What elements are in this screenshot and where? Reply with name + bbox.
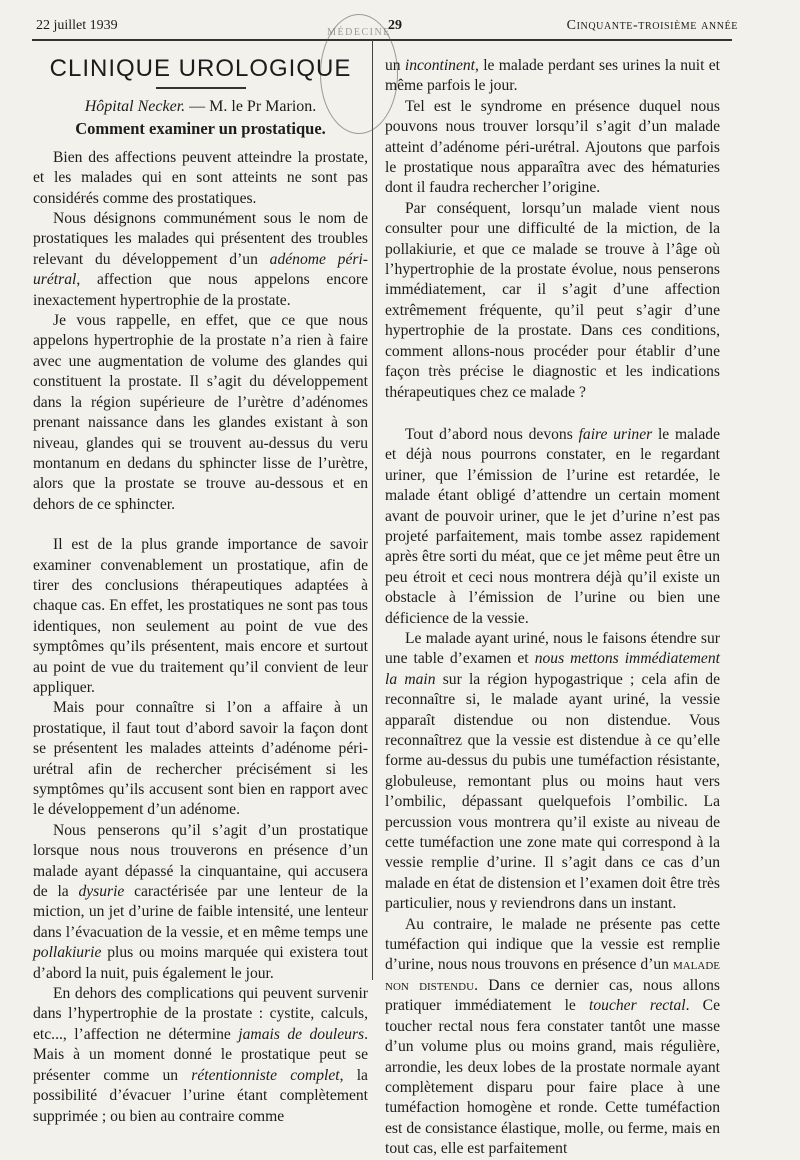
- paragraph: Tout d’abord nous devons faire uriner le malade et déjà nous pourrons constater, en le regardant uriner, que l’émission de l’urine est retardée, le malade étant obligé d’attendre un certain moment avant de pouvoir uriner, que le jet d’urine n’est pas projeté parfaitement, mais tombe assez rapidement après être sorti du méat, que ce jet même peut être un peu étroit et ceci nous montrera déjà qu’il existe un obstacle à l’émission de l’urine ou bien une déficience de la vessie.: [385, 425, 720, 627]
- section-title: CLINIQUE UROLOGIQUE: [49, 55, 352, 82]
- hospital-name: Hôpital Necker.: [84, 98, 186, 115]
- paragraph: Bien des affections peuvent atteindre la prostate, et les malades qui en sont atteints ne sont pas considérés comme des prostatiques.: [33, 148, 368, 207]
- paragraph: Je vous rappelle, en effet, que ce que nous appelons hypertrophie de la prostate n’a rien à faire avec une augmentation de volume des glandes qui constituent la prostate. Il s’agit du développement dans la région supérieure de l’urètre d’adénomes prenant naissance dans les glandes existant à son niveau, glandes qui se trouvent au-dessus du veru montanum en dedans du sphincter lisse de l’urètre, alors que la prostate se trouve au-dessous et en dehors de ce sphincter.: [33, 312, 368, 513]
- paragraph: Par conséquent, lorsqu’un malade vient nous consulter pour une difficulté de la miction, de la pollakiurie, et que ce malade se trouve à l’âge où l’hypertrophie de la prostate évolue, nous penserons immédiatement, car il s’agit d’une affection extrêmement fréquente, qu’il peut s’agir d’une hypertrophie de la prostate. Dans ces conditions, comment allons-nous procéder pour établir d’une façon très précise le diagnostic et les indications thérapeutiques chez ce malade ?: [385, 199, 720, 401]
- stamp-text: MÉDECINE: [327, 27, 391, 38]
- paragraph: Nous désignons communément sous le nom de prostatiques les malades qui présentent des troubles relevant du développement d’un adénome péri-urétral, affection que nous appelons encore inexactement hypertrophie de la prostate.: [33, 210, 368, 309]
- paragraph: un incontinent, le malade perdant ses urines la nuit et même parfois le jour.: [385, 57, 720, 95]
- paragraph: Le malade ayant uriné, nous le faisons étendre sur une table d’examen et nous mettons immédiatement la main sur la région hypogastrique ; cela afin de reconnaître si, le malade ayant uriné, la vessie apparaît distendue ou non distendue. Vous reconnaîtrez que la vessie est distendue à ce qu’elle forme au-dessus du pubis une tuméfaction résistante, globuleuse, remontant plus ou moins haut vers l’ombilic, dépassant quelquefois l’ombilic. La percussion vous montrera qu’il existe au niveau de cette tuméfaction une zone mate qui correspond à la vessie remplie d’urine. Il s’agit dans ce cas d’un malade en état de distension et l’examen doit être très particulier, nous y reviendrons dans un instant.: [385, 629, 720, 913]
- column-divider: [372, 40, 373, 980]
- paragraph: Nous penserons qu’il s’agit d’un prostatique lorsque nous nous trouverons en présence d’un malade ayant dépassé la cinquantaine, qui accusera de la dysurie caractérisée par une lenteur de la miction, un jet d’urine de faible intensité, une lenteur dans l’évacuation de la vessie, et en même temps une pollakiurie plus ou moins marquée qui existera tout d’abord la nuit, puis également le jour.: [33, 821, 368, 982]
- author-name: — M. le Pr Marion.: [189, 98, 317, 115]
- paragraph: Tel est le syndrome en présence duquel nous pouvons nous trouver lorsqu’il s’agit d’un malade atteint d’adénome péri-urétral. Ajoutons que parfois le prostatique nous apparaîtra avec des hématuries dont il faudra rechercher l’origine.: [385, 97, 720, 197]
- article-subtitle: Comment examiner un prostatique.: [75, 119, 326, 139]
- page-number: 29: [388, 18, 402, 33]
- right-column: [385, 56, 720, 1160]
- year-label: Cinquante-troisième année: [566, 18, 738, 33]
- paragraph: Il est de la plus grande importance de savoir examiner convenablement un prostatique, afin de tirer des conclusions thérapeutiques adaptées à chaque cas. En effet, les prostatiques ne sont pas tous identiques, non seulement au point de vue des symptômes qu’ils présentent, mais encore et surtout au point de vue du traitement qu’il convient de leur appliquer.: [33, 536, 368, 696]
- left-column: [33, 44, 368, 1127]
- issue-date: 22 juillet 1939: [36, 18, 118, 33]
- paragraph: Au contraire, le malade ne présente pas cette tuméfaction qui indique que la vessie est remplie d’urine, nous nous trouvons en présence d’un malade non distendu. Dans ce dernier cas, nous allons pratiquer immédiatement le toucher rectal. Ce toucher rectal nous fera constater tantôt une masse d’un volume plus ou moins grand, mais régulière, arrondie, les deux lobes de la prostate normale ayant complètement disparu pour faire place à une tuméfaction homogène et ronde. Cette tuméfaction est de consistance élastique, molle, ou ferme, mais en tout cas, elle est parfaitement: [385, 915, 721, 1158]
- title-rule: [156, 87, 246, 89]
- byline: [33, 97, 368, 117]
- paragraph: En dehors des complications qui peuvent survenir dans l’hypertrophie de la prostate : cystite, calculs, etc..., l’affection ne détermine jamais de douleurs. Mais à un moment donné le prostatique peut se présenter comme un rétentionniste complet, la possibilité d’évacuer l’urine étant complètement supprimée ; ou bien au contraire comme: [33, 985, 368, 1125]
- paragraph: Mais pour connaître si l’on a affaire à un prostatique, il faut tout d’abord savoir la façon dont se présentent les malades atteints d’adénome péri-urétral afin de rechercher précisément si les symptômes qu’ils accusent sont bien en rapport avec le développement d’un adénome.: [33, 699, 368, 819]
